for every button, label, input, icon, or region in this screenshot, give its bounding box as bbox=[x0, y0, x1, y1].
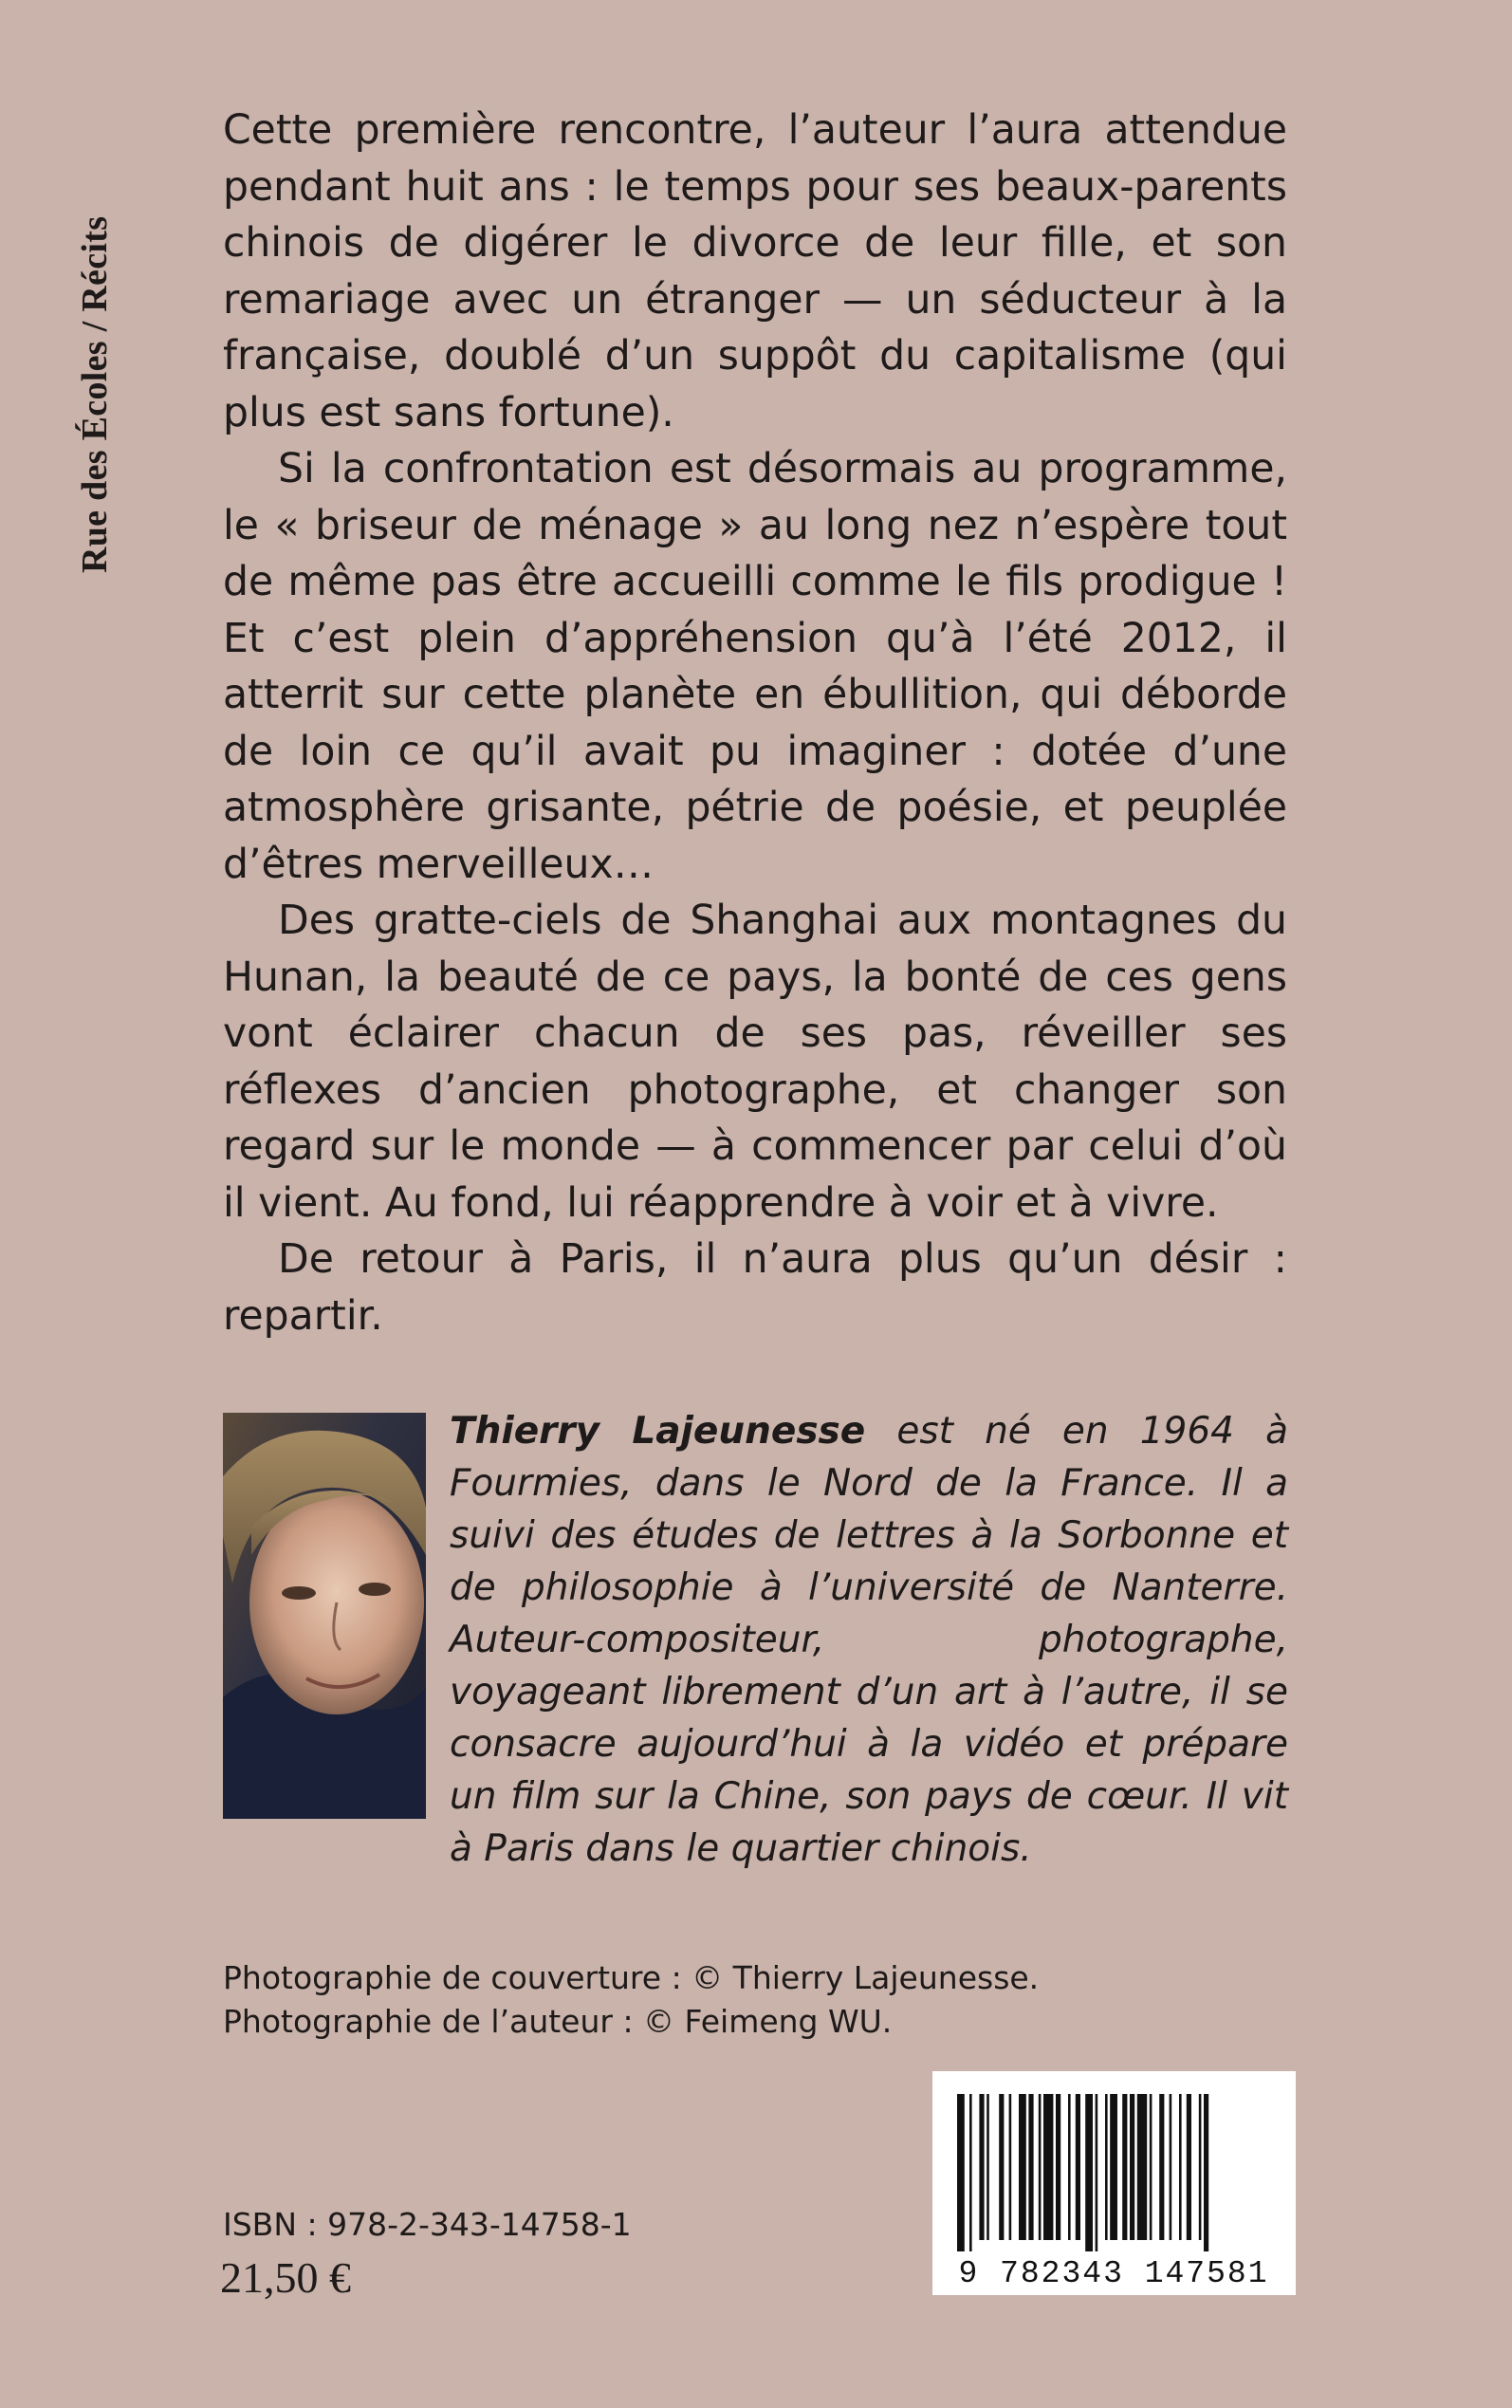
barcode-bar bbox=[969, 2094, 972, 2251]
author-name: Thierry Lajeunesse bbox=[450, 1410, 866, 1453]
barcode-bar bbox=[1159, 2094, 1164, 2240]
cover-photo-credit: Photographie de couverture : © Thierry Lajeunesse. bbox=[223, 1959, 1040, 1996]
barcode-bar bbox=[999, 2094, 1004, 2240]
barcode-digits: 9 782343 147581 bbox=[958, 2256, 1269, 2291]
barcode-bar bbox=[1150, 2094, 1152, 2240]
barcode-bar bbox=[1179, 2094, 1182, 2240]
barcode-bar bbox=[1110, 2094, 1117, 2240]
author-photo bbox=[223, 1413, 426, 1819]
barcode-bar bbox=[1130, 2094, 1134, 2240]
author-bio bbox=[450, 1405, 1288, 1875]
barcode-bar bbox=[1085, 2094, 1093, 2251]
blurb-paragraph: De retour à Paris, il n’aura plus qu’un désir : repartir. bbox=[223, 1236, 1287, 1340]
author-photo-credit: Photographie de l’auteur : © Feimeng WU. bbox=[223, 2003, 893, 2040]
price: 21,50 € bbox=[220, 2253, 351, 2302]
barcode-bar bbox=[1039, 2094, 1042, 2240]
barcode-bar bbox=[1019, 2094, 1026, 2240]
blurb-paragraph: Des gratte-ciels de Shanghai aux montagnes du Hunan, la beauté de ce pays, la bonté de ces gens vont éclairer chacun de ses pas, réveiller ses réflexes d’ancien photographe, et changer son regard sur le monde — à commencer par celui d’où il vient. Au fond, lui réapprendre à voir et à vivre. bbox=[223, 898, 1287, 1227]
barcode-bar bbox=[1187, 2094, 1191, 2240]
author-bio-text: est né en 1964 à Fourmies, dans le Nord de la France. Il a suivi des études de lettres à la Sorbonne et de philosophie à l’université de Nanterre. Auteur-compositeur, photographe, voyageant librement d’un art à l’autre, il se consacre aujourd’hui à la vidéo et prépare un film sur la Chine, son pays de cœur. Il vit à Paris dans le quartier chinois. bbox=[450, 1410, 1289, 1870]
blurb-paragraph: Si la confrontation est désormais au programme, le « briseur de ménage » au long nez n’espère tout de même pas être accueilli comme le fils prodigue ! Et c’est plein d’appréhension qu’à l’été 2012, il atterrit sur cette planète en ébullition, qui déborde de loin ce qu’il avait pu imaginer : dotée d’une atmosphère grisante, pétrie de poésie, et peuplée d’êtres merveilleux… bbox=[223, 446, 1287, 888]
barcode-bar bbox=[1056, 2094, 1060, 2240]
barcode-bar bbox=[1068, 2094, 1071, 2240]
barcode-bar bbox=[1122, 2094, 1127, 2240]
collection-title: Rue des Écoles / Récits bbox=[75, 215, 115, 573]
barcode-bar bbox=[1096, 2094, 1098, 2251]
blurb-paragraph: Cette première rencontre, l’auteur l’aura attendue pendant huit ans : le temps pour ses beaux-parents chinois de digérer le divorce de leur fille, et son remariage avec un étranger — un séducteur à la française, doublé d’un suppôt du capitalisme (qui plus est sans fortune). bbox=[223, 107, 1287, 436]
barcode-bars bbox=[957, 2094, 1208, 2251]
back-cover-blurb bbox=[223, 102, 1287, 1344]
barcode-bar bbox=[1105, 2094, 1108, 2240]
barcode-bar bbox=[1076, 2094, 1080, 2240]
barcode-bar bbox=[1137, 2094, 1147, 2240]
barcode-bar bbox=[979, 2094, 984, 2240]
barcode-bar bbox=[1170, 2094, 1172, 2240]
isbn: ISBN : 978-2-343-14758-1 bbox=[223, 2206, 632, 2243]
barcode-bar bbox=[1028, 2094, 1033, 2240]
barcode-bar bbox=[1199, 2094, 1202, 2240]
barcode-bar bbox=[957, 2094, 965, 2251]
barcode bbox=[932, 2071, 1296, 2295]
barcode-bar bbox=[1009, 2094, 1012, 2240]
barcode-bar bbox=[1204, 2094, 1208, 2251]
photo-credits bbox=[223, 1956, 1039, 2044]
barcode-bar bbox=[1043, 2094, 1053, 2240]
barcode-bar bbox=[986, 2094, 989, 2240]
